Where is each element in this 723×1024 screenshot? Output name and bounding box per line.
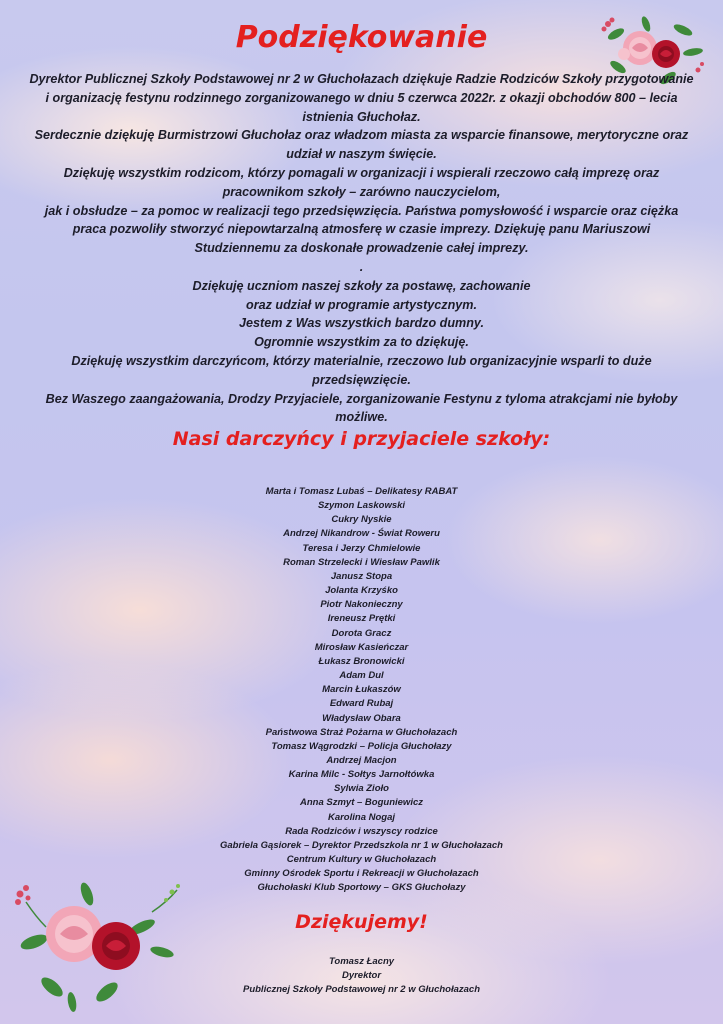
donor-item: Piotr Nakonieczny: [320, 599, 403, 611]
intro-paragraph: jak i obsłudze – za pomoc w realizacji tego przedsięwzięcia. Państwa pomysłowość i wsparcie oraz ciężka praca pozwoliły stworzyć niepowtarzalną atmosferę w czasie imprezy. Dziękuję panu Mariuszowi Studziennemu za doskonałe prowadzenie całej imprezy.: [44, 203, 679, 256]
donor-item: Ireneusz Prętki: [327, 613, 396, 625]
intro-paragraph: Dziękuję wszystkim darczyńcom, którzy materialnie, rzeczowo lub organizacyjnie wsparli to duże przedsięwzięcie.: [71, 353, 652, 387]
donor-item: Gabriela Gąsiorek – Dyrektor Przedszkola nr 1 w Głuchołazach: [219, 839, 503, 851]
donor-item: Marta i Tomasz Lubaś – Delikatesy RABAT: [265, 486, 458, 497]
page-title: Podziękowanie: [235, 20, 488, 55]
signature-name: Tomasz Łacny: [328, 956, 395, 967]
intro-paragraph: Dyrektor Publicznej Szkoły Podstawowej nr 2 w Głuchołazach dziękuje Radzie Rodziców Szkoły przygotowanie i organizację festynu rodzinnego zorganizowanego w dniu 5 czerwca 2022r. z okazji obchodów 800 – lecia istnienia Głuchołaz.: [29, 72, 694, 124]
donor-item: Andrzej Nikandrow - Świat Roweru: [283, 528, 440, 540]
donor-item: Tomasz Wągrodzki – Policja Głuchołazy: [271, 740, 452, 752]
donor-item: Szymon Laskowski: [317, 500, 406, 512]
donor-item: Mirosław Kasieńczar: [314, 641, 409, 653]
signature-role: Dyrektor: [341, 970, 382, 982]
donor-item: Państwowa Straż Pożarna w Głuchołazach: [265, 726, 458, 738]
donor-item: Andrzej Macjon: [326, 754, 397, 766]
donor-item: Karolina Nogaj: [327, 811, 396, 823]
intro-paragraph: Bez Waszego zaangażowania, Drodzy Przyjaciele, zorganizowanie Festynu z tyloma atrakcjami nie byłoby możliwe.: [45, 391, 678, 425]
donor-item: Teresa i Jerzy Chmielowie: [302, 542, 421, 554]
rose-bouquet-icon: [12, 872, 187, 1012]
donor-item: Roman Strzelecki i Wiesław Pawlik: [283, 556, 440, 568]
donor-item: Marcin Łukaszów: [322, 684, 401, 696]
intro-paragraph: Dziękuję wszystkim rodzicom, którzy pomagali w organizacji i wspierali rzeczowo całą imprezę oraz pracownikom szkoły – zarówno nauczycielom,: [63, 165, 660, 199]
donor-item: Gminny Ośrodek Sportu i Rekreacji w Głuchołazach: [244, 868, 479, 880]
donor-item: Adam Dul: [339, 670, 384, 682]
donor-item: Centrum Kultury w Głuchołazach: [286, 854, 437, 866]
signature-school: Publicznej Szkoły Podstawowej nr 2 w Głuchołazach: [242, 984, 481, 996]
donors-list: [0, 485, 723, 896]
donor-item: Anna Szmyt – Boguniewicz: [300, 797, 423, 809]
thanks-heading: Dziękujemy!: [295, 911, 428, 933]
donors-heading: Nasi darczyńcy i przyjaciele szkoły:: [172, 428, 551, 450]
intro-paragraph: oraz udział w programie artystycznym.: [246, 297, 477, 312]
donor-item: Jolanta Krzyśko: [325, 585, 398, 597]
intro-paragraph: .: [359, 259, 364, 274]
donor-item: Łukasz Bronowicki: [318, 655, 405, 667]
donor-item: Władysław Obara: [322, 712, 401, 724]
donor-item: Sylwia Zioło: [334, 783, 389, 795]
donor-item: Głuchołaski Klub Sportowy – GKS Głuchołazy: [257, 882, 466, 894]
donor-item: Edward Rubaj: [329, 698, 394, 710]
donor-item: Karina Milc - Sołtys Jarnołtówka: [288, 769, 435, 781]
donor-item: Cukry Nyskie: [331, 514, 392, 526]
intro-paragraph: Dziękuję uczniom naszej szkoły za postawę, zachowanie: [192, 278, 531, 293]
intro-paragraph: Ogromnie wszystkim za to dziękuję.: [254, 335, 469, 350]
intro-paragraph: Serdecznie dziękuję Burmistrzowi Głuchołaz oraz władzom miasta za wsparcie finansowe, merytoryczne oraz udział w naszym święcie.: [34, 128, 689, 162]
intro-paragraph: Jestem z Was wszystkich bardzo dumny.: [239, 316, 484, 331]
donor-item: Janusz Stopa: [330, 570, 393, 582]
donor-item: Rada Rodziców i wszyscy rodzice: [285, 825, 438, 837]
donor-item: Dorota Gracz: [331, 627, 392, 639]
intro-text: [28, 70, 695, 427]
